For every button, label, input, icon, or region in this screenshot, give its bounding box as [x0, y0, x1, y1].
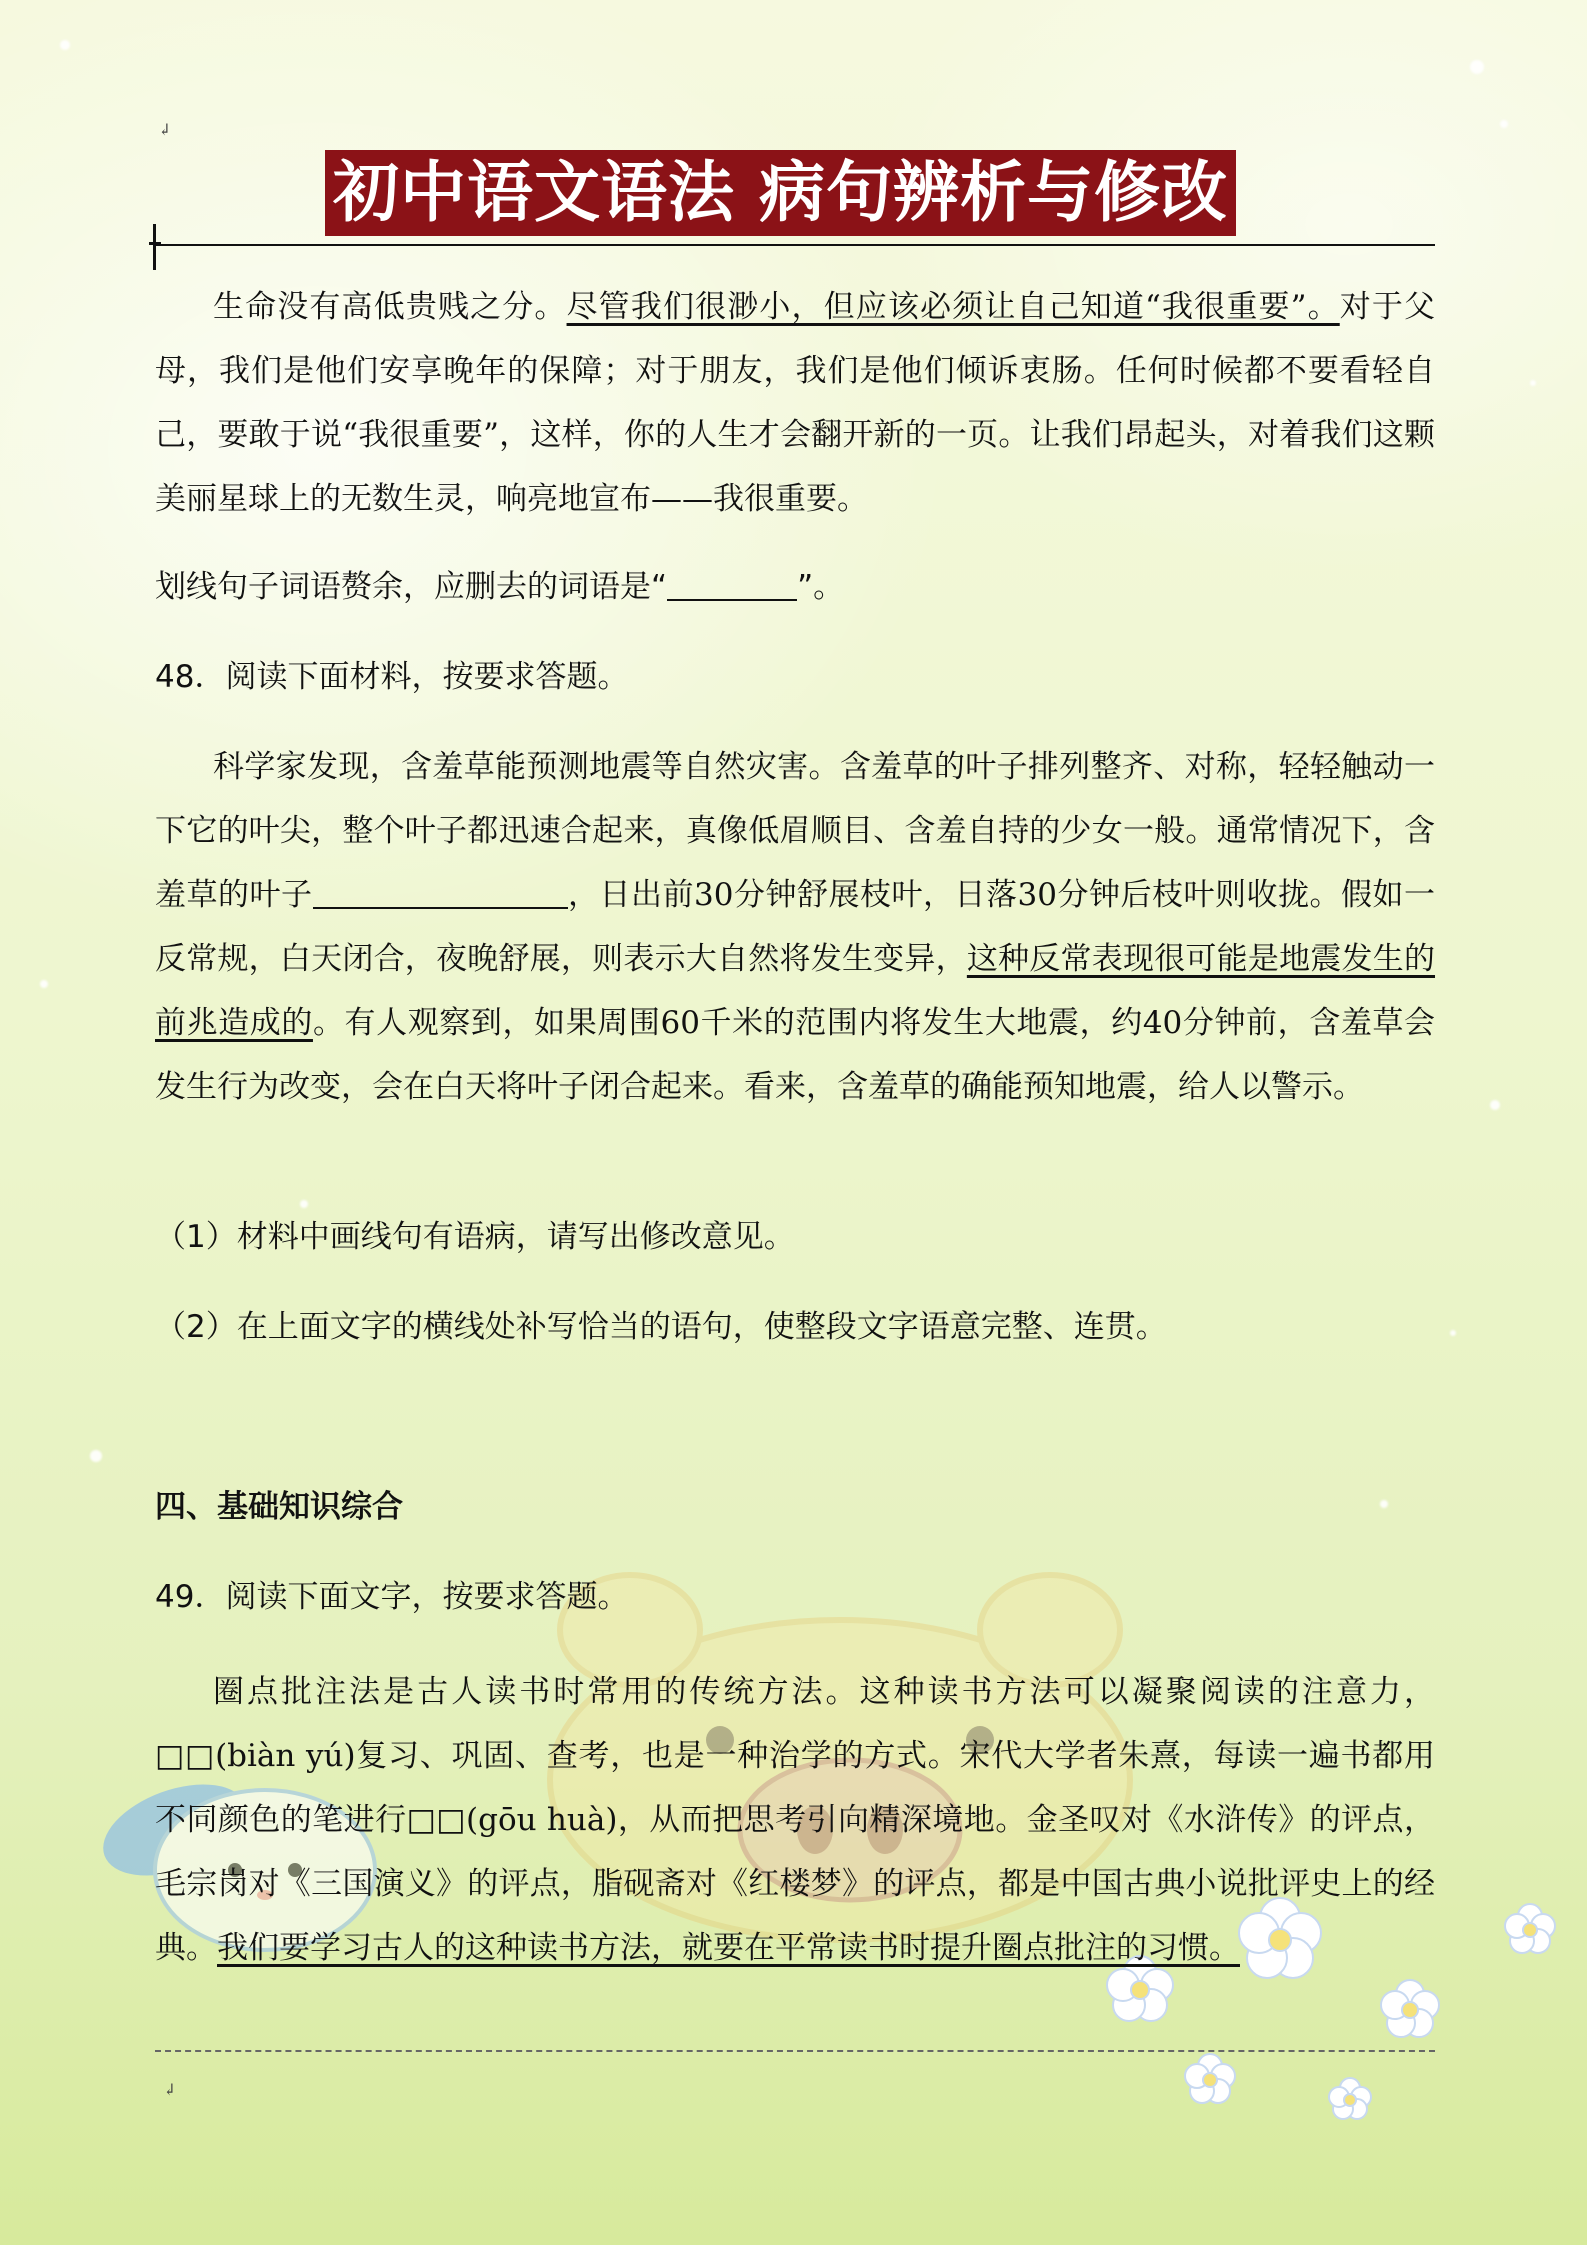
question-49-label: 49．阅读下面文字，按要求答题。	[155, 1579, 629, 1615]
question-49-passage	[155, 1660, 1435, 1980]
question-48-text-3: 。有人观察到，如果周围60千米的范围内将发生大地震，约40分钟前，含羞草会发生行为改变，会在白天将叶子闭合起来。看来，含羞草的确能预知地震，给人以警示。	[155, 1005, 1436, 1105]
question-49-text: 圈点批注法是古人读书时常用的传统方法。这种读书方法可以凝聚阅读的注意力，□□(biàn yú)复习、巩固、查考，也是一种治学的方式。宋代大学者朱熹，每读一遍书都用不同颜色的笔进行□□(gōu huà)，从而把思考引向精深境地。金圣叹对《水浒传》的评点，毛宗岗对《三国演义》的评点，脂砚斋对《红楼梦》的评点，都是中国古典小说批评史上的经典。	[155, 1674, 1435, 1966]
passage-1	[155, 275, 1435, 531]
question-48-sub-2: （2）在上面文字的横线处补写恰当的语句，使整段文字语意完整、连贯。	[155, 1309, 1167, 1345]
section-heading: 四、基础知识综合	[155, 1489, 403, 1525]
margin-mark: ↲	[158, 120, 172, 139]
question-48-text-2: ，日出前30分钟舒展枝叶，日落30分钟后枝叶则收拢。假如一反常规，白天闭合，夜晚舒展，则表示大自然将发生变异，	[155, 877, 1436, 977]
question-redundant-suffix: ”。	[797, 569, 845, 605]
question-redundant-prefix: 划线句子词语赘余，应删去的词语是“	[155, 569, 668, 605]
question-49-underlined-sentence: 我们要学习古人的这种读书方法，就要在平常读书时提升圈点批注的习惯。	[217, 1930, 1240, 1966]
question-48-underlined-sentence: 这种反常表现很可能是地震发生的前兆造成的	[155, 941, 1436, 1041]
passage-1-intro: 生命没有高低贵贱之分。	[213, 289, 567, 325]
answer-blank[interactable]	[667, 569, 797, 601]
question-redundant-word	[155, 555, 1435, 619]
answer-line[interactable]	[155, 2050, 1435, 2052]
passage-1-body: 对于父母，我们是他们安享晚年的保障；对于朋友，我们是他们倾诉衷肠。任何时候都不要看轻自己，要敢于说“我很重要”，这样，你的人生才会翻开新的一页。让我们昂起头，对着我们这颗美丽星球上的无数生灵，响亮地宣布——我很重要。	[155, 289, 1436, 517]
document-page	[155, 0, 1435, 2245]
text-cursor-marker	[153, 224, 156, 270]
question-48-label: 48．阅读下面材料，按要求答题。	[155, 659, 629, 695]
passage-1-underlined-sentence: 尽管我们很渺小，但应该必须让自己知道“我很重要”。	[566, 289, 1340, 325]
margin-mark-bottom: ↲	[163, 2080, 177, 2099]
question-48-sub-1: （1）材料中画线句有语病，请写出修改意见。	[155, 1219, 795, 1255]
page-title: 初中语文语法 病句辨析与修改	[325, 150, 1236, 236]
question-48-text-1: 科学家发现，含羞草能预测地震等自然灾害。含羞草的叶子排列整齐、对称，轻轻触动一下它的叶尖，整个叶子都迅速合起来，真像低眉顺目、含羞自持的少女一般。通常情况下，含羞草的叶子	[155, 749, 1435, 913]
question-48-passage	[155, 735, 1435, 1119]
fill-in-blank[interactable]	[313, 877, 568, 909]
title-divider	[155, 244, 1435, 246]
title-banner	[325, 150, 1236, 236]
